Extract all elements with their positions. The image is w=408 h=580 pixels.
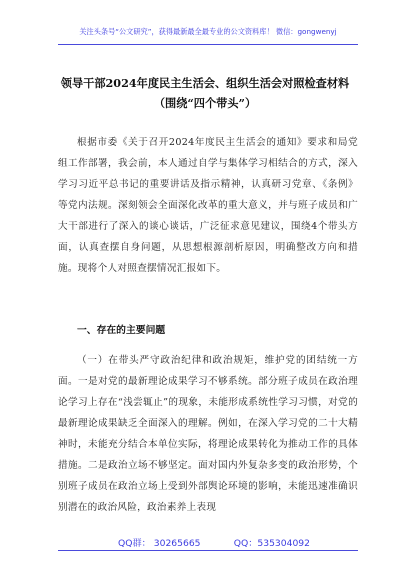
footer-qq-group: QQ群： 30265665 — [118, 538, 201, 549]
section-heading: 一、存在的主要问题 — [77, 325, 166, 336]
footer-divider — [58, 550, 358, 551]
header-divider — [58, 44, 358, 45]
document-subtitle: （围绕“四个带头”） — [153, 96, 257, 110]
footer-qq: QQ：535304092 — [233, 538, 310, 549]
intro-paragraph: 根据市委《关于召开2024年度民主生活会的通知》要求和局党组工作部署，我会前，本人通过自学与集体学习相结合的方式，深入学习习近平总书记的重要讲话及指示精神，认真研习党章、《条例》等党内法规。深刻领会全面深化改革的重大意义，并与班子成员和广大干部进行了深入的谈心谈话，广泛征求意见建议，围绕4个带头方面，认真查摆自身问题，从思想根源剖析原因，明确整改方向和措施。现将个人对照查摆情况汇报如下。 — [58, 137, 358, 274]
header-banner: 关注头条号“公文研究”，获得最新最全最专业的公文资料库！ 微信：gongwenyj — [79, 27, 337, 36]
footer-contact — [58, 532, 358, 552]
document-title: 领导干部2024年度民主生活会、组织生活会对照检查材料 — [60, 76, 350, 90]
section-paragraph: （一）在带头严守政治纪律和政治规矩，维护党的团结统一方面。一是对党的最新理论成果学习不够系统。部分班子成员在政治理论学习上存在“浅尝辄止”的现象，未能形成系统性学习习惯，对党的最新理论成果缺乏全面深入的理解。例如，在深入学习党的二十大精神时，未能充分结合本单位实际，将理论成果转化为推动工作的具体措施。二是政治立场不够坚定。面对国内外复杂多变的政治形势，个别班子成员在政治立场上受到外部舆论环境的影响，未能迅速准确识别潜在的政治风险，政治素养上表现 — [58, 355, 358, 513]
